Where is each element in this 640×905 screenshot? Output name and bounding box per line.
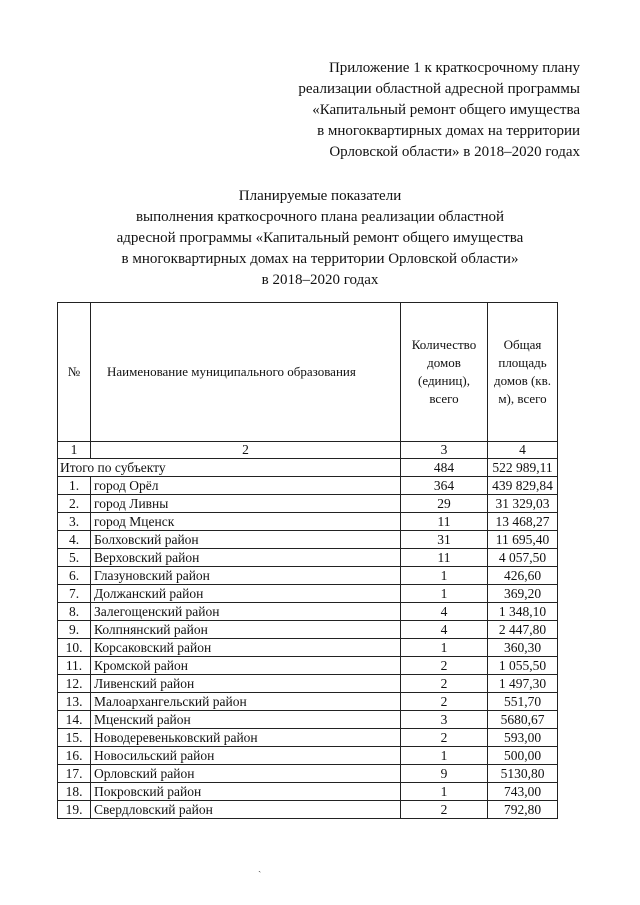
houses-count: 2 bbox=[401, 657, 488, 675]
title-line: в 2018–2020 годах bbox=[261, 272, 379, 288]
header-num: № bbox=[58, 303, 91, 442]
column-number: 3 bbox=[401, 442, 488, 459]
houses-count: 9 bbox=[401, 765, 488, 783]
appendix-line: в многоквартирных домах на территории bbox=[317, 123, 580, 139]
table-row bbox=[58, 765, 558, 783]
houses-count: 4 bbox=[401, 603, 488, 621]
table-header-row bbox=[58, 303, 558, 442]
row-number: 9. bbox=[58, 621, 91, 639]
appendix-line: Орловской области» в 2018–2020 годах bbox=[329, 144, 580, 160]
houses-area: 360,30 bbox=[488, 639, 558, 657]
table-row bbox=[58, 603, 558, 621]
column-number: 4 bbox=[488, 442, 558, 459]
document-title bbox=[0, 186, 640, 291]
column-number: 2 bbox=[91, 442, 401, 459]
municipality-name: Кромской район bbox=[91, 657, 401, 675]
row-number: 13. bbox=[58, 693, 91, 711]
total-label: Итого по субъекту bbox=[58, 459, 401, 477]
row-number: 6. bbox=[58, 567, 91, 585]
table-row bbox=[58, 621, 558, 639]
houses-area: 593,00 bbox=[488, 729, 558, 747]
houses-area: 5680,67 bbox=[488, 711, 558, 729]
table-row bbox=[58, 729, 558, 747]
municipality-name: Колпнянский район bbox=[91, 621, 401, 639]
row-number: 11. bbox=[58, 657, 91, 675]
houses-count: 29 bbox=[401, 495, 488, 513]
table-row bbox=[58, 513, 558, 531]
table-row bbox=[58, 693, 558, 711]
houses-count: 2 bbox=[401, 675, 488, 693]
municipality-name: Должанский район bbox=[91, 585, 401, 603]
houses-area: 1 055,50 bbox=[488, 657, 558, 675]
municipality-name: Залегощенский район bbox=[91, 603, 401, 621]
appendix-line: реализации областной адресной программы bbox=[298, 81, 580, 97]
houses-area: 31 329,03 bbox=[488, 495, 558, 513]
houses-area: 5130,80 bbox=[488, 765, 558, 783]
houses-count: 3 bbox=[401, 711, 488, 729]
header-area: Общая площадь домов (кв. м), всего bbox=[488, 303, 558, 442]
table-row bbox=[58, 585, 558, 603]
table-row bbox=[58, 711, 558, 729]
title-line: Планируемые показатели bbox=[238, 188, 402, 204]
houses-count: 2 bbox=[401, 729, 488, 747]
municipality-name: Ливенский район bbox=[91, 675, 401, 693]
row-number: 2. bbox=[58, 495, 91, 513]
row-number: 15. bbox=[58, 729, 91, 747]
municipality-name: Новосильский район bbox=[91, 747, 401, 765]
total-area: 522 989,11 bbox=[488, 459, 558, 477]
houses-count: 11 bbox=[401, 549, 488, 567]
title-line: выполнения краткосрочного плана реализации областной bbox=[135, 209, 505, 225]
houses-area: 439 829,84 bbox=[488, 477, 558, 495]
row-number: 3. bbox=[58, 513, 91, 531]
houses-count: 1 bbox=[401, 585, 488, 603]
houses-count: 1 bbox=[401, 567, 488, 585]
row-number: 14. bbox=[58, 711, 91, 729]
table-row bbox=[58, 675, 558, 693]
table-row bbox=[58, 531, 558, 549]
municipality-name: Глазуновский район bbox=[91, 567, 401, 585]
municipality-name: Орловский район bbox=[91, 765, 401, 783]
table-row bbox=[58, 747, 558, 765]
houses-area: 792,80 bbox=[488, 801, 558, 819]
houses-count: 364 bbox=[401, 477, 488, 495]
houses-count: 11 bbox=[401, 513, 488, 531]
houses-area: 426,60 bbox=[488, 567, 558, 585]
houses-count: 4 bbox=[401, 621, 488, 639]
houses-count: 31 bbox=[401, 531, 488, 549]
municipality-name: Болховский район bbox=[91, 531, 401, 549]
row-number: 8. bbox=[58, 603, 91, 621]
table-row bbox=[58, 783, 558, 801]
column-number: 1 bbox=[58, 442, 91, 459]
houses-area: 500,00 bbox=[488, 747, 558, 765]
row-number: 1. bbox=[58, 477, 91, 495]
houses-area: 2 447,80 bbox=[488, 621, 558, 639]
title-line: в многоквартирных домах на территории Орловской области» bbox=[121, 251, 519, 267]
row-number: 12. bbox=[58, 675, 91, 693]
houses-count: 2 bbox=[401, 801, 488, 819]
municipality-name: Малоархангельский район bbox=[91, 693, 401, 711]
row-number: 7. bbox=[58, 585, 91, 603]
houses-area: 369,20 bbox=[488, 585, 558, 603]
column-numbering-row bbox=[58, 442, 558, 459]
houses-area: 4 057,50 bbox=[488, 549, 558, 567]
table-row bbox=[58, 639, 558, 657]
title-line: адресной программы «Капитальный ремонт общего имущества bbox=[116, 230, 524, 246]
appendix-line: «Капитальный ремонт общего имущества bbox=[312, 102, 580, 118]
row-number: 10. bbox=[58, 639, 91, 657]
table-row bbox=[58, 567, 558, 585]
table-row bbox=[58, 495, 558, 513]
houses-area: 1 348,10 bbox=[488, 603, 558, 621]
total-row bbox=[58, 459, 558, 477]
row-number: 17. bbox=[58, 765, 91, 783]
houses-count: 1 bbox=[401, 747, 488, 765]
table-row bbox=[58, 801, 558, 819]
municipality-name: Свердловский район bbox=[91, 801, 401, 819]
row-number: 4. bbox=[58, 531, 91, 549]
houses-count: 2 bbox=[401, 693, 488, 711]
municipality-name: город Мценск bbox=[91, 513, 401, 531]
header-name: Наименование муниципального образования bbox=[91, 303, 401, 442]
houses-area: 743,00 bbox=[488, 783, 558, 801]
municipality-name: город Орёл bbox=[91, 477, 401, 495]
table-row bbox=[58, 549, 558, 567]
houses-count: 1 bbox=[401, 783, 488, 801]
municipality-name: Мценский район bbox=[91, 711, 401, 729]
row-number: 5. bbox=[58, 549, 91, 567]
row-number: 16. bbox=[58, 747, 91, 765]
houses-count: 1 bbox=[401, 639, 488, 657]
houses-area: 1 497,30 bbox=[488, 675, 558, 693]
table-row bbox=[58, 657, 558, 675]
municipality-name: Корсаковский район bbox=[91, 639, 401, 657]
appendix-line: Приложение 1 к краткосрочному плану bbox=[328, 60, 580, 76]
scan-mark: ˎ bbox=[258, 862, 262, 873]
appendix-note bbox=[250, 58, 580, 163]
municipality-name: Верховский район bbox=[91, 549, 401, 567]
row-number: 18. bbox=[58, 783, 91, 801]
total-count: 484 bbox=[401, 459, 488, 477]
header-count: Количество домов (единиц), всего bbox=[401, 303, 488, 442]
municipality-name: Новодеревеньковский район bbox=[91, 729, 401, 747]
houses-area: 11 695,40 bbox=[488, 531, 558, 549]
municipality-name: Покровский район bbox=[91, 783, 401, 801]
houses-area: 551,70 bbox=[488, 693, 558, 711]
indicators-table bbox=[57, 302, 558, 819]
municipality-name: город Ливны bbox=[91, 495, 401, 513]
houses-area: 13 468,27 bbox=[488, 513, 558, 531]
row-number: 19. bbox=[58, 801, 91, 819]
table-row bbox=[58, 477, 558, 495]
